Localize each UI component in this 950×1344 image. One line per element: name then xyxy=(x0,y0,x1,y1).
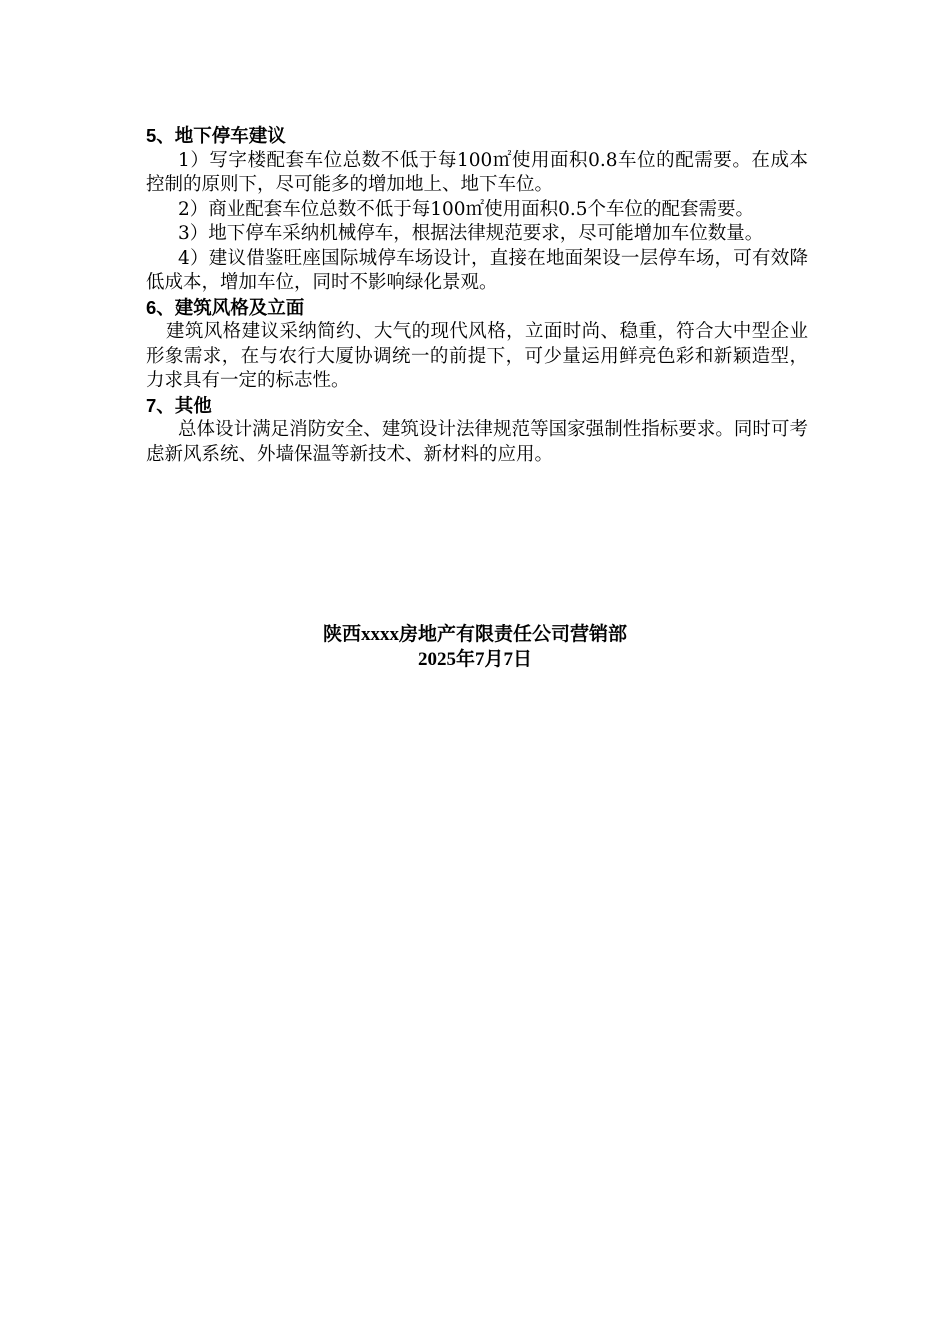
section5-item-2: 2）商业配套车位总数不低于每100㎡使用面积0.5个车位的配套需要。 xyxy=(178,198,755,220)
signature-date: 2025年7月7日 xyxy=(417,649,532,670)
section5-item-4: 4）建议借鉴旺座国际城停车场设计，直接在地面架设一层停车场，可有效降低成本，增加车位，同时不影响绿化景观。 xyxy=(146,247,808,293)
section7-heading: 7、其他 xyxy=(146,394,212,416)
signature-block xyxy=(0,622,950,672)
section5-item-3: 3）地下停车采纳机械停车，根据法律规范要求，尽可能增加车位数量。 xyxy=(178,223,764,244)
section5-heading: 5、地下停车建议 xyxy=(146,125,286,146)
signature-organization: 陕西xxxx房地产有限责任公司营销部 xyxy=(322,624,627,645)
section6-heading: 6、建筑风格及立面 xyxy=(146,296,305,318)
document-body xyxy=(146,124,808,467)
section5-item-1: 1）写字楼配套车位总数不低于每100㎡使用面积0.8车位的配需要。在成本控制的原则下，尽可能多的增加地上、地下车位。 xyxy=(146,149,808,195)
section7-paragraph: 总体设计满足消防安全、建筑设计法律规范等国家强制性指标要求。同时可考虑新风系统、外墙保温等新技术、新材料的应用。 xyxy=(146,419,808,465)
section6-paragraph: 建筑风格建议采纳简约、大气的现代风格，立面时尚、稳重，符合大中型企业形象需求，在与农行大厦协调统一的前提下，可少量运用鲜亮色彩和新颖造型，力求具有一定的标志性。 xyxy=(146,321,808,391)
